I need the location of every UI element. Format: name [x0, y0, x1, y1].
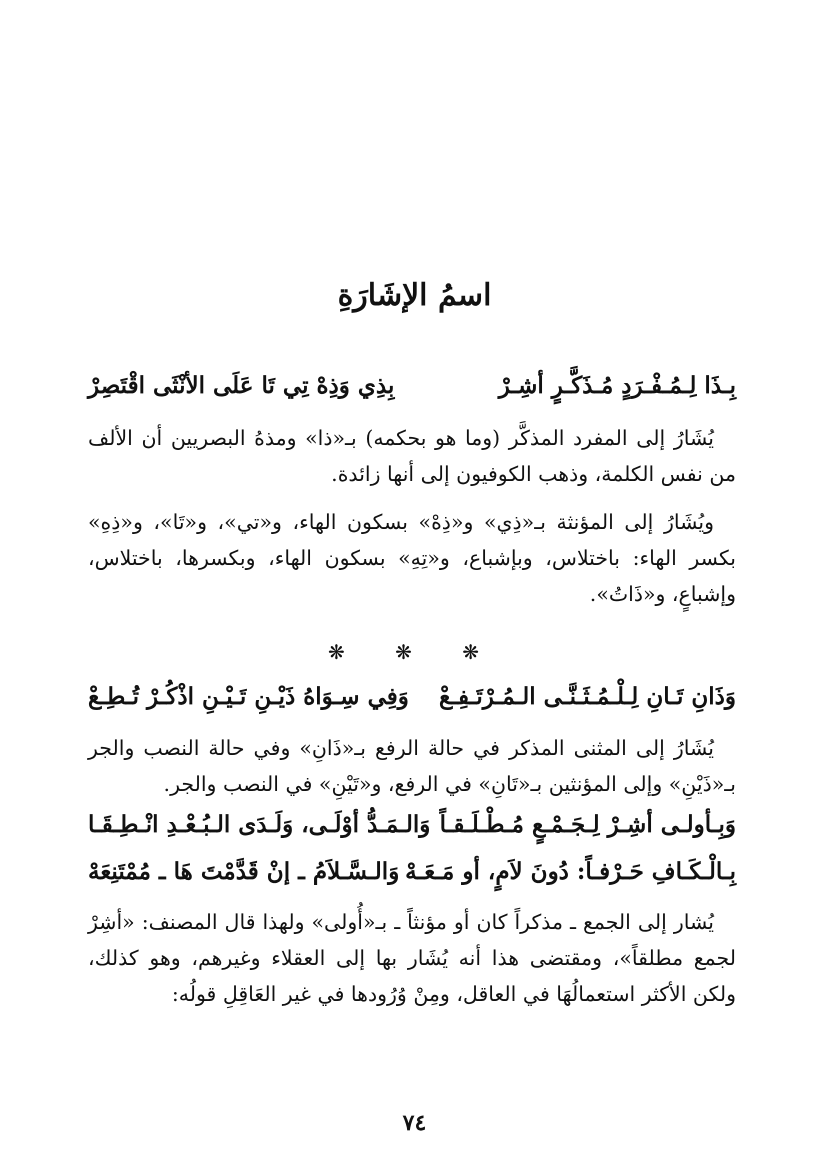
verse-hemistich-right: بِـالْـكَـافِ حَـرْفـاً: دُونَ لاَمٍ، أو مَـعَـهْ	[405, 858, 736, 885]
verse-hemistich-left: بِذِي وَذِهْ تِي تَا عَلَى الأنْثَى اقْتَصِرْ	[88, 372, 395, 399]
section-separator-stars: ❋ ❋ ❋	[328, 640, 501, 664]
verse-hemistich-left: وَالـسَّـلاَمُ ـ إنْ قَدَّمْتَ هَا ـ مُمْتَنِعَهْ	[88, 858, 400, 885]
verse-hemistich-left: وَالـمَـدُّ أوْلَـى، وَلَـدَى الـبُـعْـدِ انْـطِـقَـا	[88, 811, 431, 838]
verse-hemistich-right: وَذَانِ تَـانِ لِـلْـمُـثَـنَّـى الـمُـرْتَـفِـعْ	[439, 683, 736, 710]
paragraph-plural: يُشار إلى الجمع ـ مذكراً كان أو مؤنثاً ـ بـ«أُولى» ولهذا قال المصنف: «أشِرْ لجمع مطلقاً»، ومقتضى هذا أنه يُشَار بها إلى العقلاء وغيرهم، وهو كذلك، ولكن الأكثر استعمالُهَا في العاقل، ومِنْ وُرُودها في غير العَاقِلِ قولُه:	[88, 910, 736, 1006]
verse-hemistich-left: وَفِي سِـوَاهُ ذَيْـنِ تَـيْـنِ اذْكُـرْ تُـطِـعْ	[88, 683, 409, 710]
verse-hemistich-right: وَبِـأولـى أشِـرْ لِـجَـمْـعٍ مُـطْـلَـقـاً	[439, 811, 736, 838]
paragraph-singular-masculine: يُشَارُ إلى المفرد المذكَّر (وما هو بحكمه) بـ«ذا» ومذهُ البصريين أن الألف من نفس الكلمة، وذهب الكوفيون إلى أنها زائدة.	[88, 426, 736, 486]
paragraph-dual: يُشَارُ إلى المثنى المذكر في حالة الرفع بـ«ذَانِ» وفي حالة النصب والجر بـ«ذَيْنِ» وإلى المؤنثين بـ«تَانِ» في الرفع، و«تَيْنِ» في النصب والجر.	[88, 736, 736, 796]
paragraph-feminine: ويُشَارُ إلى المؤنثة بـ«ذِي» و«ذِهْ» بسكون الهاء، و«تي»، و«تَا»، و«ذِهِ» بكسر الهاء: باختلاس، وبإشباع، و«تِهِ» بسكون الهاء، وبكسرها، باختلاس، وإشباعٍ، و«ذَاتُ».	[88, 510, 736, 606]
page-number: ٧٤	[402, 1110, 427, 1136]
section-title: اسمُ الإشَارَةِ	[337, 278, 492, 313]
verse-hemistich-right: بِـذَا لِـمُـفْـرَدٍ مُـذَكَّـرٍ أشِـرْ	[498, 372, 736, 399]
